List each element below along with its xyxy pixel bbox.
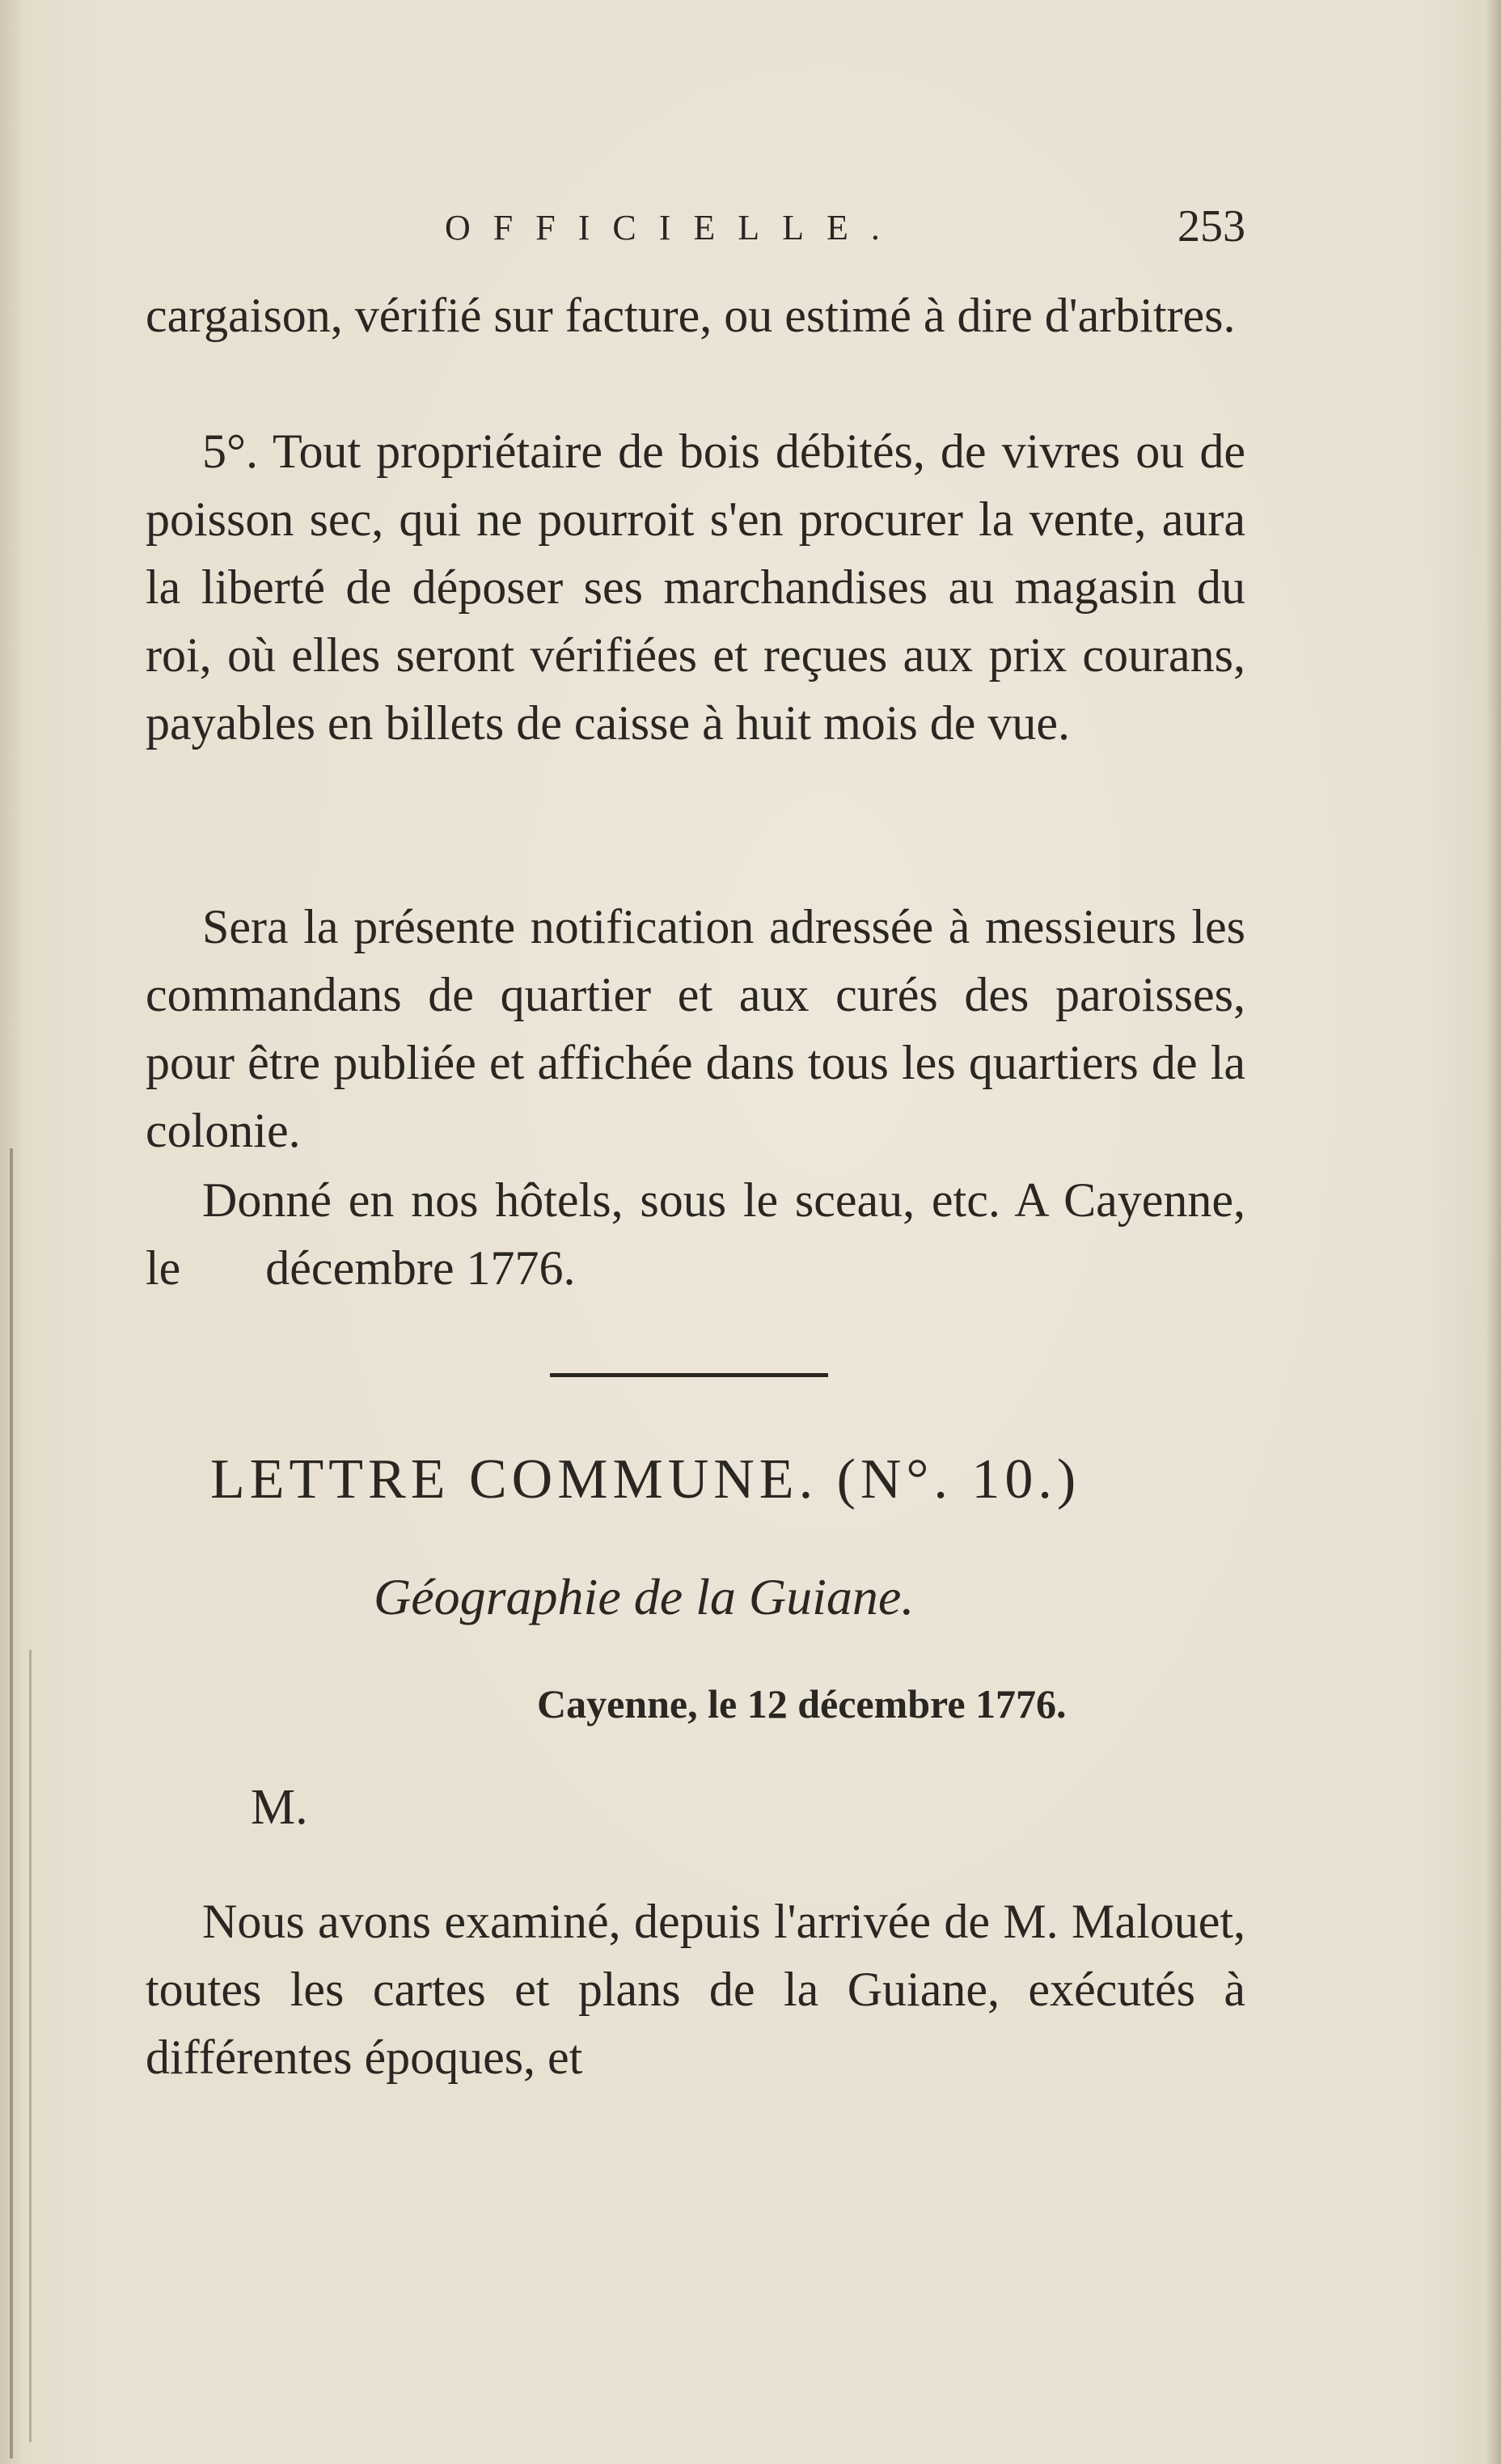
section-divider (550, 1373, 828, 1377)
paragraph-text: Sera la présente notification adressée à messieurs les commandans de quartier et aux curés des paroisses, pour être publiée et affichée dans tous les quartiers de la colonie. (146, 900, 1245, 1157)
body-paragraph-4 (146, 1166, 1258, 1302)
paragraph-text: Nous avons examiné, depuis l'arrivée de M. Malouet, toutes les cartes et plans de la Guiane, exécutés à différentes époques, et (146, 1895, 1245, 2084)
paragraph-text: 5°. Tout propriétaire de bois débités, de vivres ou de poisson sec, qui ne pourroit s'en procurer la vente, aura la liberté de déposer ses marchandises au magasin du roi, où elles seront vérifiées et reçues aux prix courans, payables en billets de caisse à huit mois de vue. (146, 425, 1245, 750)
letter-dateline: Cayenne, le 12 décembre 1776. (537, 1681, 1067, 1726)
paragraph-text: Donné en nos hôtels, sous le sceau, etc. A Cayenne, le décembre 1776. (146, 1173, 1258, 1295)
page-number: 253 (1178, 201, 1245, 251)
page-header (146, 201, 1245, 256)
letter-paragraph-1 (146, 1887, 1245, 2091)
body-paragraph-1 (146, 281, 1245, 349)
letter-salutation: M. (251, 1780, 308, 1835)
running-head: OFFICIELLE. (445, 208, 903, 247)
letter-subtitle: Géographie de la Guiane. (374, 1568, 915, 1625)
gutter-shadow (10, 1148, 13, 2458)
paragraph-text: cargaison, vérifié sur facture, ou estimé à dire d'arbitres. (146, 289, 1236, 342)
body-paragraph-3 (146, 893, 1245, 1164)
body-paragraph-2 (146, 417, 1245, 757)
page-edge-shadow (1486, 0, 1501, 2464)
letter-title: LETTRE COMMUNE. (N°. 10.) (210, 1448, 1081, 1511)
gutter-shadow-inner (29, 1650, 32, 2442)
